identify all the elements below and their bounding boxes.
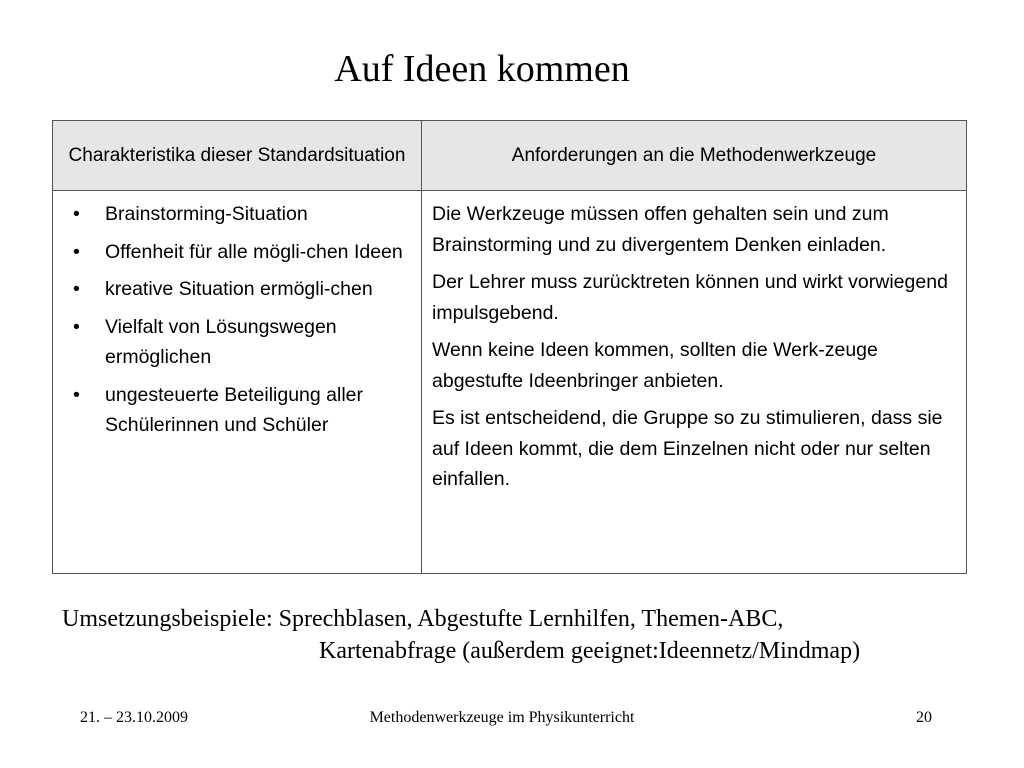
slide-title: Auf Ideen kommen: [334, 48, 630, 90]
list-item: [63, 199, 411, 230]
requirement-paragraph: Die Werkzeuge müssen offen gehalten sein und zum Brainstorming und zu divergentem Denken einladen.: [432, 203, 889, 256]
list-item-text: Offenheit für alle mögli-chen Ideen: [105, 240, 403, 263]
bullet-icon: •: [73, 278, 80, 300]
requirements-cell: [422, 191, 967, 574]
characteristics-list: [63, 199, 411, 441]
list-item: [63, 312, 411, 373]
bullet-icon: •: [73, 315, 80, 338]
standard-situation-table: [52, 120, 967, 574]
list-item: [63, 380, 411, 441]
footer-page-number: 20: [916, 709, 932, 726]
requirement-paragraph: Es ist entscheidend, die Gruppe so zu stimulieren, dass sie auf Ideen kommt, die dem Einzelnen nicht oder nur selten einfallen.: [432, 407, 943, 490]
list-item: [63, 274, 411, 305]
header-characteristics: Charakteristika dieser Standardsituation: [53, 121, 422, 191]
bullet-icon: •: [73, 203, 80, 225]
examples-line-2: Kartenabfrage (außerdem geeignet:Ideennetz/Mindmap): [319, 638, 861, 664]
list-item-text: kreative Situation ermögli-chen: [105, 278, 373, 300]
implementation-examples: [62, 603, 860, 667]
list-item-text: ungesteuerte Beteiligung aller Schülerinnen und Schüler: [105, 383, 364, 436]
list-item: [63, 237, 411, 268]
table-header-row: [53, 121, 967, 191]
examples-line-1: Umsetzungsbeispiele: Sprechblasen, Abgestufte Lernhilfen, Themen-ABC,: [62, 606, 784, 632]
footer-date: 21. – 23.10.2009: [80, 709, 188, 726]
requirement-paragraph: Der Lehrer muss zurücktreten können und wirkt vorwiegend impulsgebend.: [432, 271, 948, 324]
table-row: [53, 191, 967, 574]
bullet-icon: •: [73, 383, 80, 406]
requirement-paragraph: Wenn keine Ideen kommen, sollten die Werk-zeuge abgestufte Ideenbringer anbieten.: [432, 339, 878, 392]
list-item-text: Brainstorming-Situation: [105, 203, 308, 225]
characteristics-cell: [53, 191, 422, 574]
list-item-text: Vielfalt von Lösungswegen ermöglichen: [105, 315, 337, 368]
footer-title: Methodenwerkzeuge im Physikunterricht: [369, 709, 635, 726]
header-requirements: Anforderungen an die Methodenwerkzeuge: [422, 121, 967, 191]
bullet-icon: •: [73, 240, 80, 263]
